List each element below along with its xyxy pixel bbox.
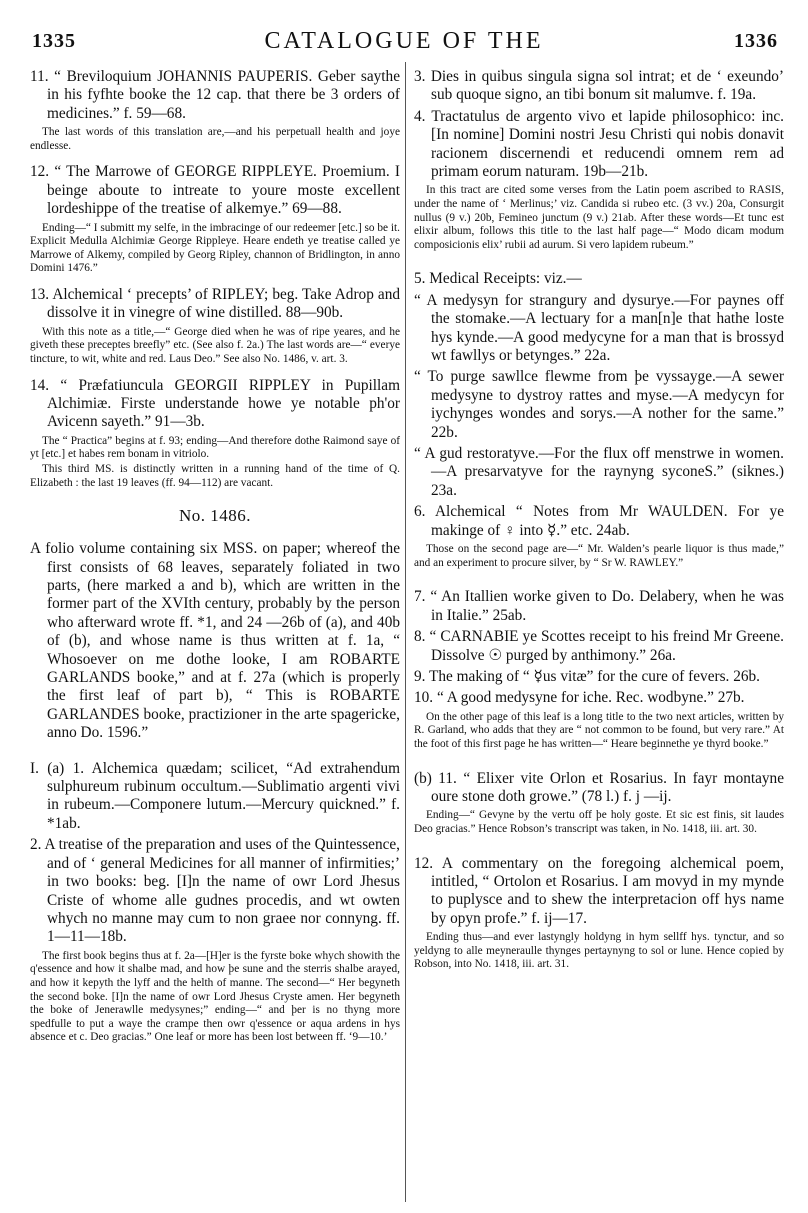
right-page-number: 1336	[734, 30, 778, 52]
note-14a: The “ Practica” begins at f. 93; ending—And therefore dothe Raimond saye of yt [etc.] et habes rem bonam in vitriolo.	[30, 434, 400, 461]
page-header	[0, 28, 808, 62]
running-title: CATALOGUE OF THE	[264, 28, 544, 54]
right-column	[414, 68, 784, 982]
note-12b: Ending thus—and ever lastyngly holdyng in hym sellff hys. tynctur, and so yeldyng to alle meyneraulle thynges pertaynyng to sol or lune. Hence copied by Robson, into No. 1418, iii. art. 31.	[414, 931, 784, 971]
item-1: I. (a) 1. Alchemica quædam; scilicet, “Ad extrahendum sulphureum rubinum occultum.—Sublimatio argenti vivi in rubeum.—Componere lutum.—Mercury quickned.” f. *1ab.	[30, 759, 400, 832]
entry-5c: “ A gud restoratyve.—For the flux off menstrwe in women.—A presarvatyve for the raynyng syconeS.” (siknes.) 23a.	[414, 445, 784, 499]
entry-11: 11. “ Breviloquium JOHANNIS PAUPERIS. Geber saythe in his fyfhte booke the 12 cap. that there be 3 orders of medicines.” f. 59—68.	[30, 68, 400, 122]
note-item-2: The first book begins thus at f. 2a—[H]er is the fyrste boke whych showith the q'essence and how it shalbe mad, and how þe sune and the sterris shalbe arayed, and how it kepyth the lyff and the helth of manne. The second—“ Her begyneth the second boke. [I]n the name of owr Lord Jhesus Cryste amen. Her begyneth the boke of Jenerawlle medysynes;” ending—“ and þer is no thyng more spedfulle to put a waye the crampe then owr q'essence or aqua ardens in hys absence et c. Deo gracias.” One leaf or more has been lost between ff. ‘9—10.’	[30, 949, 400, 1044]
note-11: The last words of this translation are,—and his perpetuall health and joye endlesse.	[30, 126, 400, 152]
volume-description: A folio volume containing six MSS. on paper; whereof the first consists of 68 leaves, separately foliated in two parts, (here marked a and b), which are written in the former part of the XVIth century, probably by the person who afterward wrote ff. *1, and 24 —26b of (a), and 40b of (b), and whose name is thus written at f. 1a, “ Whosoever on me dothe looke, I am ROBARTE GARLANDS booke,” and at f. 27a (which is properly the first leaf of part b), “ This is ROBARTE GARLANDES booke, practizioner in the arte spagericke, anno Do. 1596.”	[30, 540, 400, 742]
note-14b: This third MS. is distinctly written in a running hand of the time of Q. Elizabeth : the last 19 leaves (ff. 94—112) are vacant.	[30, 463, 400, 489]
entry-9: 9. The making of “ ☿us vitæ” for the cure of fevers. 26b.	[414, 667, 760, 685]
entry-3: 3. Dies in quibus singula signa sol intrat; et de ‘ exeundo’ sub quoque signo, an tibi bonum sit malumve. f. 19a.	[414, 68, 784, 104]
entry-5b: “ To purge sawllce flewme from þe vyssayge.—A sewer medysyne to dystroy rattes and myse.—A medycyn for iychynges wondes and sorys.—A nother for the same.” 22b.	[414, 368, 784, 441]
note-13: With this note as a title,—“ George died when he was of ripe yeares, and he giveth these preceptes breefly” etc. (See also f. 2a.) The last words are—“ everye tincture, to wit, white and red. Laus Deo.” See also No. 1486, v. art. 3.	[30, 325, 400, 365]
note-10: On the other page of this leaf is a long title to the two next articles, written by R. Garland, who adds that they are “ not common to be found, but very rare.” At the foot of this first page he has written—“ Heare beginnethe ye thyrd booke.”	[414, 710, 784, 750]
entry-13: 13. Alchemical ‘ precepts’ of RIPLEY; beg. Take Adrop and dissolve it in vinegre of wine distilled. 88—90b.	[30, 286, 400, 322]
item-2: 2. A treatise of the preparation and uses of the Quintessence, and of ‘ general Medicines for all manner of infirmities;’ in two books: beg. [I]n the name of owr Lord Jhesus Criste of whome alle gudnes procedis, and wt owten whych no manne may cum to non graee nor connyng. ff. 1—11—18b.	[30, 836, 400, 946]
column-divider	[405, 62, 406, 1202]
note-4: In this tract are cited some verses from the Latin poem ascribed to RASIS, under the name of ‘ Merlinus;’ viz. Candida si rubeo etc. (3 vv.) 20a, Consurgit nullus (9 v.) 20b, Femineo junctum (9 v.) 21ab. After these words—Et tunc est elixir album, follows this title to the last half page—“ Modo dicam modum composicionis elix’ rubii ad aurum. Si vero lapidem rubeum.”	[414, 184, 784, 251]
entry-5a: “ A medysyn for strangury and dysurye.—For paynes off the stomake.—A lectuary for a man[n]e that hathe loste hys kynde.—A good medycyne for a man that is brossyd wt fawllys or betynges.” 22a.	[414, 291, 784, 365]
section-heading: No. 1486.	[178, 506, 252, 526]
left-column	[30, 68, 400, 1055]
left-page-number: 1335	[32, 30, 76, 52]
note-11b: Ending—“ Gevyne by the vertu off þe holy goste. Et sic est finis, sit laudes Deo gracias.” Hence Robson’s transcript was taken, in No. 1418, iii. art. 30.	[414, 809, 784, 835]
note-12: Ending—“ I submitt my selfe, in the imbracinge of our redeemer [etc.] so be it. Explicit Medulla Alchimiæ George Rippleye. Heare endeth ye treatise called ye Marrowe of Alkemy, compiled by Georg Ripley, channon of Bridlington, in anno Domini 1476.”	[30, 221, 400, 275]
entry-6: 6. Alchemical “ Notes from Mr WAULDEN. For ye makinge of ♀ into ☿.” etc. 24ab.	[414, 503, 784, 539]
entry-11b: (b) 11. “ Elixer vite Orlon et Rosarius. In fayr montayne oure stone doth growe.” (78 l.) f. j —ij.	[414, 769, 784, 805]
entry-12b: 12. A commentary on the foregoing alchemical poem, intitled, “ Ortolon et Rosarius. I am movyd in my mynde to puplysce and to shew the interpretacion off hys name by opyn profe.” f. ij—17.	[414, 854, 784, 927]
entry-10: 10. “ A good medysyne for iche. Rec. wodbyne.” 27b.	[414, 689, 745, 707]
entry-8: 8. “ CARNABIE ye Scottes receipt to his freind Mr Greene. Dissolve ☉ purged by anthimony.” 26a.	[414, 628, 784, 664]
entry-14: 14. “ Præfatiuncula GEORGII RIPPLEY in Pupillam Alchimiæ. Firste understande howe ye notable ph'or Avicenn sayeth.” 91—3b.	[30, 376, 400, 431]
entry-12: 12. “ The Marrowe of GEORGE RIPPLEYE. Proemium. I beinge aboute to intreate to youre moste excellent lordeshippe of the treatise of alkemye.” 69—88.	[30, 163, 400, 218]
entry-4: 4. Tractatulus de argento vivo et lapide philosophico: inc. [In nomine] Domini nostri Jesu Christi qui nobis donavit racionem discernendi et reducendi omnem rem ad primam eorum naturam. 19b—21b.	[414, 107, 784, 181]
entry-7: 7. “ An Itallien worke given to Do. Delabery, when he was in Italie.” 25ab.	[414, 588, 784, 624]
entry-5: 5. Medical Receipts: viz.—	[414, 270, 582, 288]
note-6: Those on the second page are—“ Mr. Walden’s pearle liquor is thus made,” and an experiment to procure silver, by “ Sr W. RAWLEY.”	[414, 543, 784, 569]
